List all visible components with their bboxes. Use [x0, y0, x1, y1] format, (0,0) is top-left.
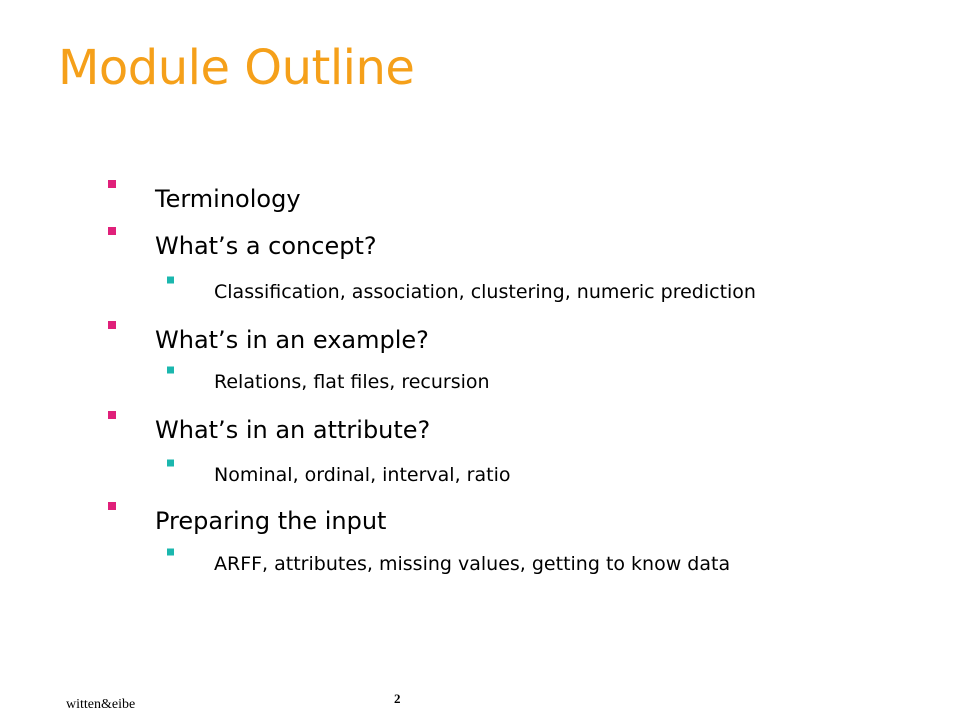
page-number: 2 [394, 691, 401, 706]
outline-item-text: Preparing the input [155, 507, 387, 535]
bullet-square-icon [108, 321, 116, 329]
outline-subitem-text: Classification, association, clustering, numeric prediction [214, 281, 756, 303]
bullet-square-icon [167, 460, 174, 467]
bullet-square-icon [108, 180, 116, 188]
outline-subitem-text: ARFF, attributes, missing values, getting to know data [214, 553, 731, 575]
bullet-square-icon [108, 411, 116, 419]
outline-item-text: Terminology [155, 185, 301, 213]
outline-item-text: What’s a concept? [155, 232, 377, 260]
outline-subitem-text: Relations, flat files, recursion [214, 371, 490, 393]
bullet-square-icon [108, 227, 116, 235]
footer-author: witten&eibe [66, 697, 136, 712]
outline-item-text: What’s in an attribute? [155, 416, 431, 444]
bullet-square-icon [108, 502, 116, 510]
slide-title: Module Outline [58, 40, 415, 96]
outline-item-text: What’s in an example? [155, 326, 429, 354]
outline-subitem-text: Nominal, ordinal, interval, ratio [214, 464, 511, 486]
bullet-square-icon [167, 367, 174, 374]
bullet-square-icon [167, 277, 174, 284]
bullet-square-icon [167, 549, 174, 556]
